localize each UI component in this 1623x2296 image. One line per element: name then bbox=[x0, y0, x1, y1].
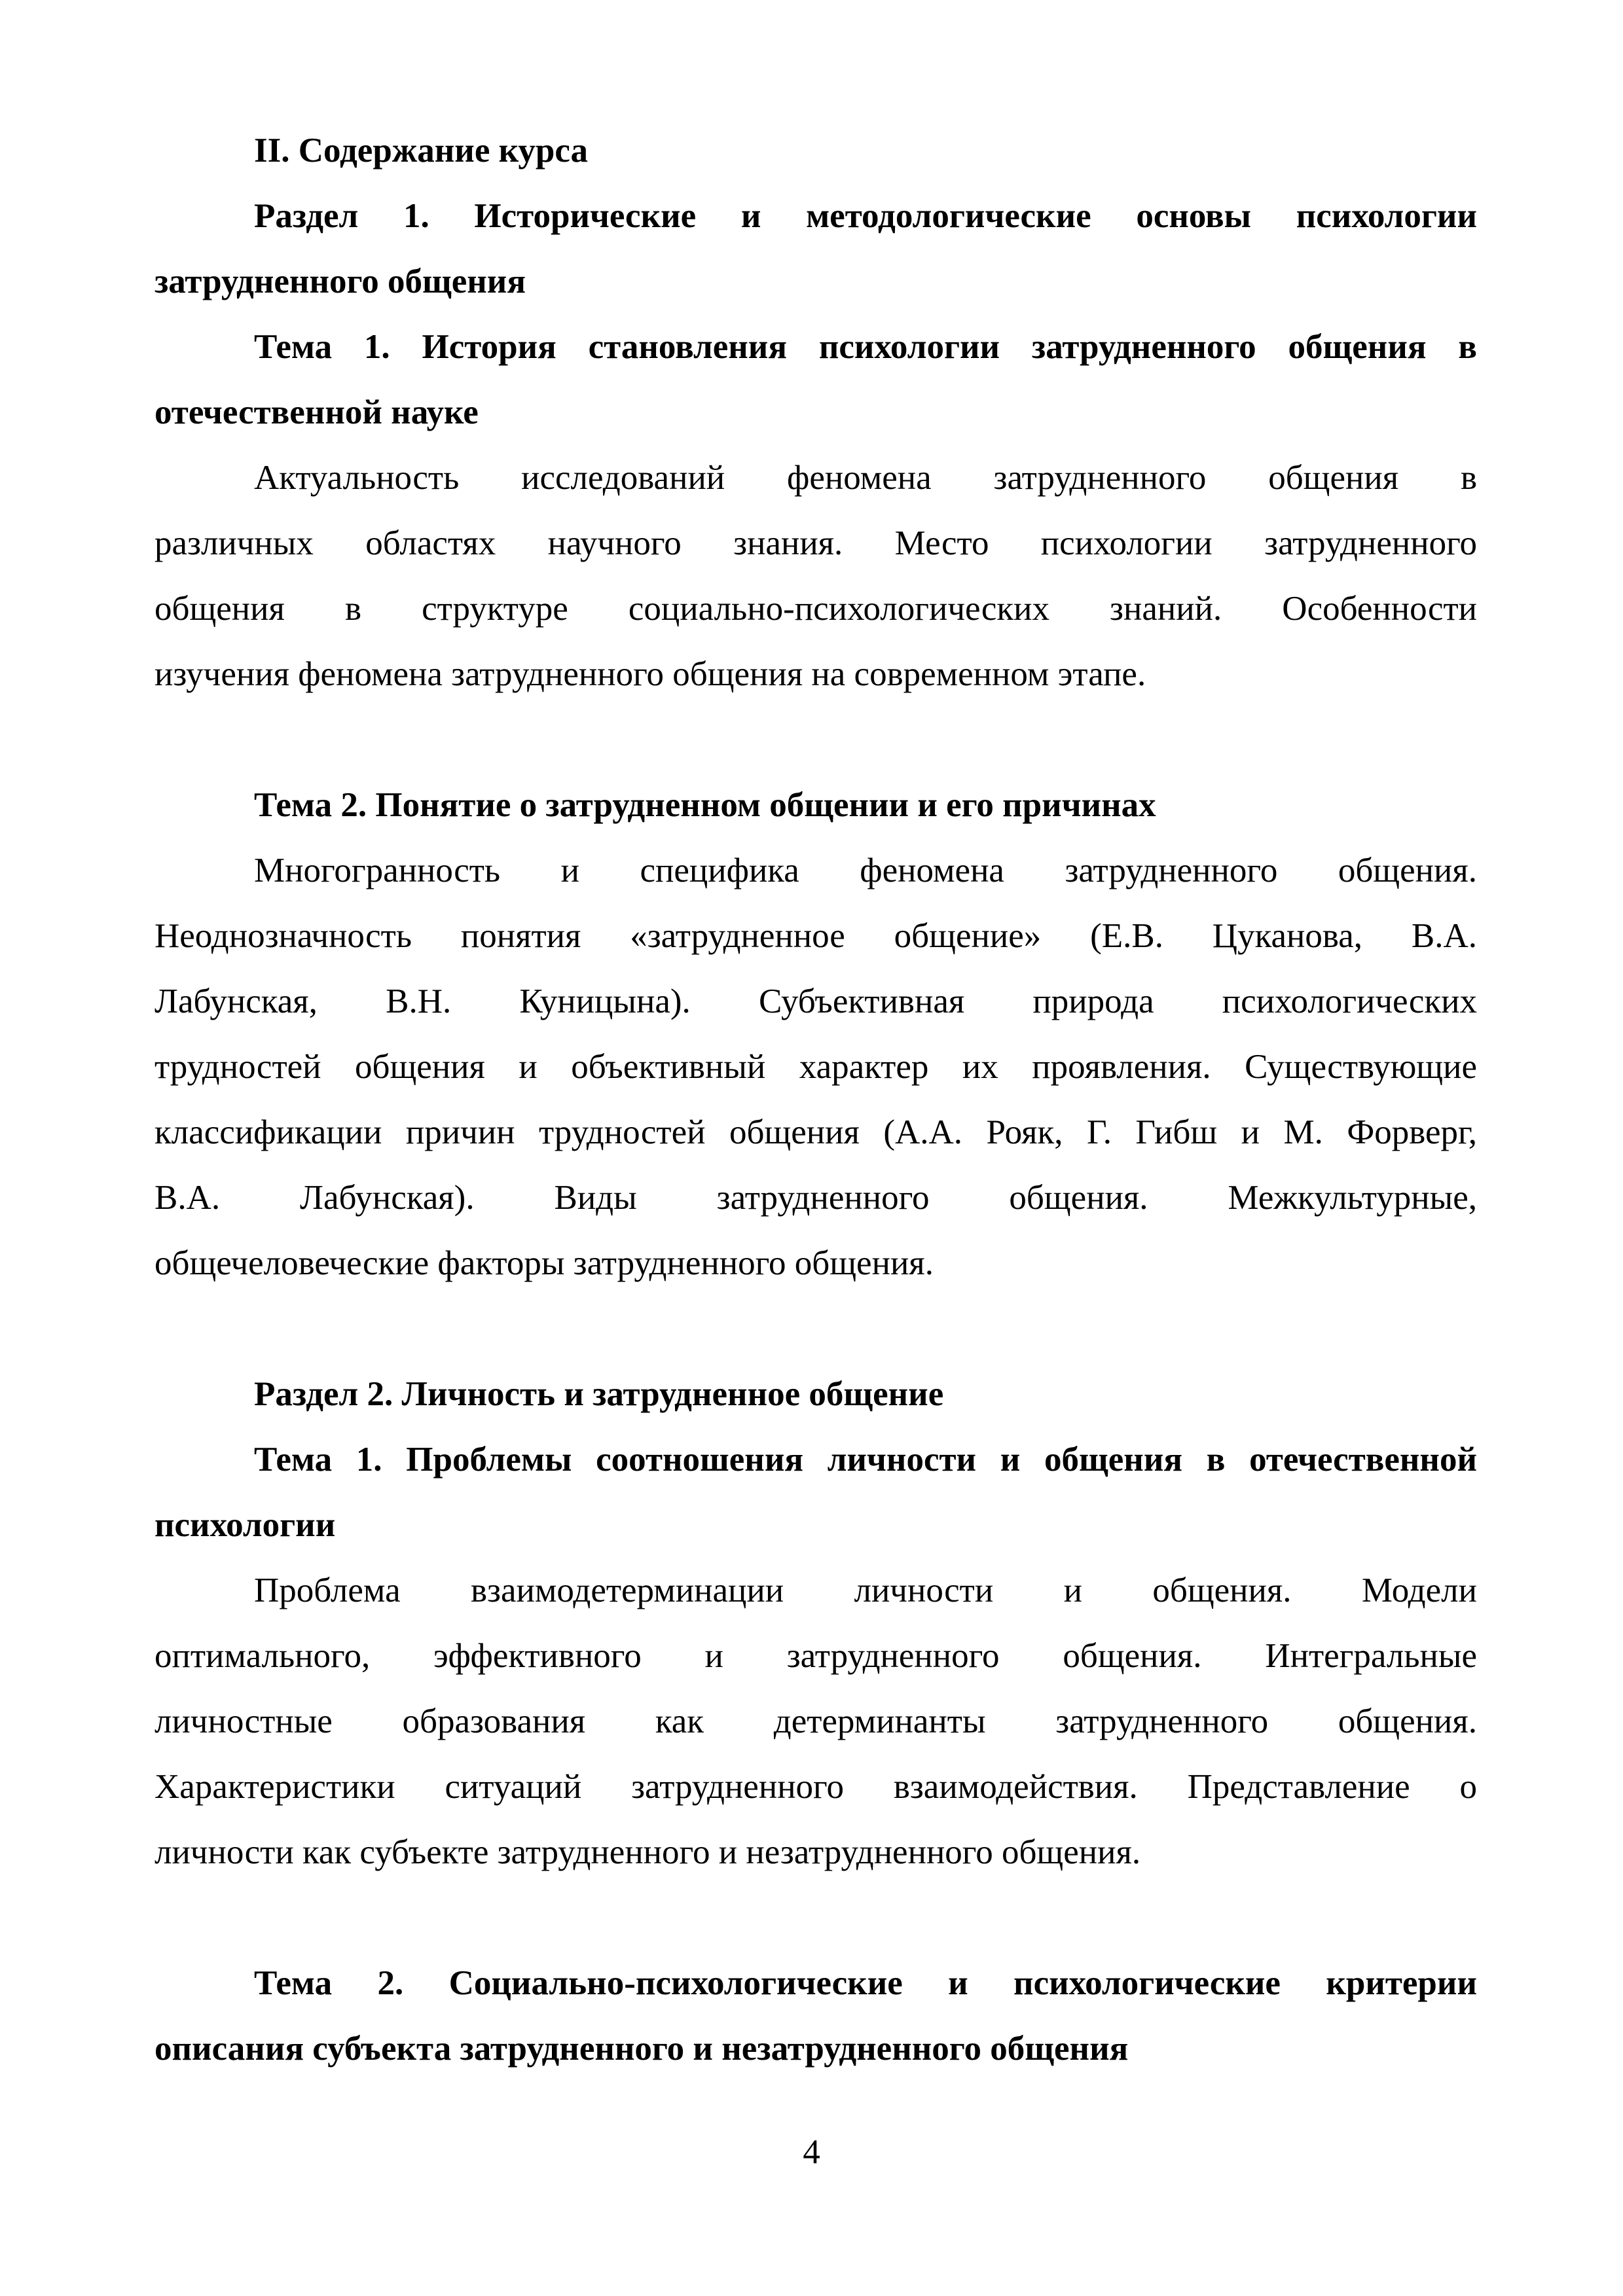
spacer bbox=[155, 1885, 1477, 1950]
page-number: 4 bbox=[803, 2133, 820, 2171]
paragraph-line: Неоднозначность понятия «затрудненное общение» (Е.В. Цуканова, В.А. bbox=[155, 917, 1477, 955]
section-1-topic-1-title-line-1: Тема 1. История становления психологии затрудненного общения в bbox=[254, 328, 1477, 366]
paragraph-line: В.А. Лабунская). Виды затрудненного общения. Межкультурные, bbox=[155, 1179, 1477, 1217]
paragraph-line: классификации причин трудностей общения (А.А. Рояк, Г. Гибш и М. Форверг, bbox=[155, 1113, 1477, 1151]
section-2-topic-2-title-line-2: описания субъекта затрудненного и незатрудненного общения bbox=[155, 2030, 1129, 2068]
section-1-topic-1-title-line-2: отечественной науке bbox=[155, 393, 479, 431]
paragraph-line: Лабунская, В.Н. Куницына). Субъективная природа психологических bbox=[155, 982, 1477, 1020]
paragraph-line: оптимального, эффективного и затрудненного общения. Интегральные bbox=[155, 1637, 1477, 1675]
paragraph-line: различных областях научного знания. Место психологии затрудненного bbox=[155, 524, 1477, 562]
paragraph-line: Многогранность и специфика феномена затрудненного общения. bbox=[254, 852, 1477, 889]
paragraph-line: личностные образования как детерминанты затрудненного общения. bbox=[155, 1702, 1477, 1740]
spacer bbox=[155, 707, 1477, 772]
spacer bbox=[155, 1296, 1477, 1361]
section-2-topic-1-title-line-2: психологии bbox=[155, 1506, 336, 1544]
section-1-title-line-2: затрудненного общения bbox=[155, 262, 526, 300]
paragraph-line: трудностей общения и объективный характер их проявления. Существующие bbox=[155, 1048, 1477, 1086]
section-2-topic-1-title-line-1: Тема 1. Проблемы соотношения личности и общения в отечественной bbox=[254, 1441, 1477, 1479]
section-2-topic-2-title-line-1: Тема 2. Социально-психологические и психологические критерии bbox=[254, 1964, 1477, 2002]
paragraph-line: общения в структуре социально-психологических знаний. Особенности bbox=[155, 590, 1477, 628]
section-2-title: Раздел 2. Личность и затрудненное общение bbox=[254, 1375, 944, 1413]
paragraph-line: Характеристики ситуаций затрудненного взаимодействия. Представление о bbox=[155, 1768, 1477, 1806]
paragraph-line: личности как субъекте затрудненного и незатрудненного общения. bbox=[155, 1833, 1141, 1871]
section-1-title-line-1: Раздел 1. Исторические и методологические основы психологии bbox=[254, 197, 1477, 235]
section-1-topic-2-title: Тема 2. Понятие о затрудненном общении и его причинах bbox=[254, 786, 1156, 824]
course-content-heading: II. Содержание курса bbox=[254, 132, 589, 170]
document-page bbox=[155, 118, 1477, 2081]
paragraph-line: Проблема взаимодетерминации личности и общения. Модели bbox=[254, 1571, 1477, 1609]
paragraph-line: изучения феномена затрудненного общения на современном этапе. bbox=[155, 655, 1146, 693]
paragraph-line: общечеловеческие факторы затрудненного общения. bbox=[155, 1244, 934, 1282]
paragraph-line: Актуальность исследований феномена затрудненного общения в bbox=[254, 459, 1477, 497]
